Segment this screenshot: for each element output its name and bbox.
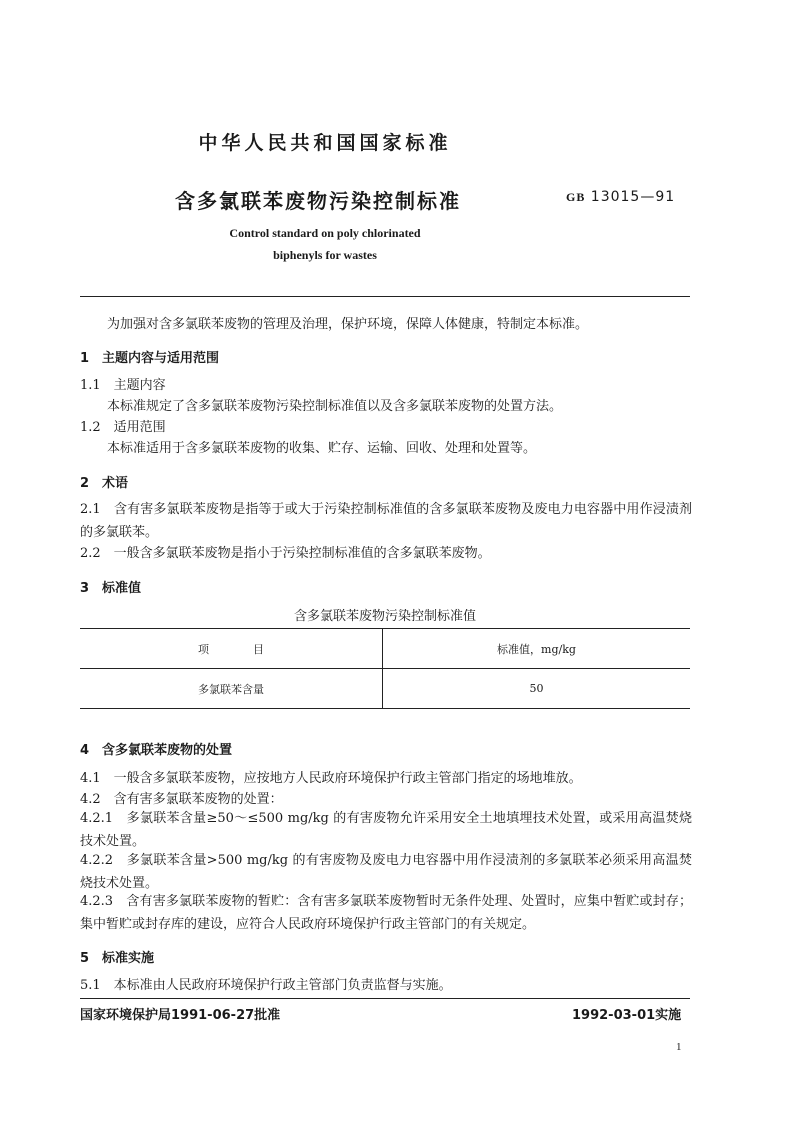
section-4-2-2-text: 4.2.2 多氯联苯含量>500 mg/kg 的有害废物及废电力电容器中用作浸渍剂的多氯联苯必须采用高温焚烧技术处置。: [80, 853, 692, 891]
table-cell-value: 50: [383, 669, 691, 709]
table-row: [80, 669, 690, 709]
section-4-1-text: 4.1 一般含多氯联苯废物，应按地方人民政府环境保护行政主管部门指定的场地堆放。: [80, 771, 582, 786]
section-4-2-1-text: 4.2.1 多氯联苯含量≥50～≤500 mg/kg 的有害废物允许采用安全土地填埋技术处置，或采用高温焚烧技术处置。: [80, 811, 692, 849]
table-caption: 含多氯联苯废物污染控制标准值: [293, 609, 476, 624]
section-4-heading: 4 含多氯联苯废物的处置: [80, 743, 233, 758]
standard-code-prefix: GB: [566, 190, 586, 204]
section-1-2-text: 本标准适用于含多氯联苯废物的收集、贮存、运输、回收、处理和处置等。: [107, 441, 537, 456]
section-5-heading: 5 标准实施: [80, 951, 155, 966]
standard-title: 含多氯联苯废物污染控制标准: [175, 189, 461, 213]
approval-date: 国家环境保护局1991-06-27批准: [80, 1008, 281, 1023]
english-title-line-1: Control standard on poly chlorinated: [229, 226, 421, 240]
issuing-body-title: 中华人民共和国国家标准: [198, 132, 452, 154]
table-header-value: 标准值，mg/kg: [383, 629, 691, 669]
table-header-item: 项 目: [80, 629, 383, 669]
section-1-heading: 1 主题内容与适用范围: [80, 351, 220, 366]
section-1-1-heading: 1.1 主题内容: [80, 378, 166, 393]
standard-code-number: 13015—91: [590, 189, 676, 205]
footer-divider: [80, 998, 690, 999]
standard-code: [566, 189, 675, 205]
header-divider: [80, 296, 690, 297]
table-cell-item: 多氯联苯含量: [80, 669, 383, 709]
table-header-row: [80, 629, 690, 669]
section-4-2-3-text: 4.2.3 含有害多氯联苯废物的暂贮：含有害多氯联苯废物暂时无条件处理、处置时，应集中暂贮或封存；集中暂贮或封存库的建设，应符合人民政府环境保护行政主管部门的有关规定。: [80, 894, 692, 932]
intro-paragraph: 为加强对含多氯联苯废物的管理及治理，保护环境，保障人体健康，特制定本标准。: [107, 317, 589, 332]
section-2-1-text: 2.1 含有害多氯联苯废物是指等于或大于污染控制标准值的含多氯联苯废物及废电力电容器中用作浸渍剂的多氯联苯。: [80, 502, 692, 540]
section-3-heading: 3 标准值: [80, 581, 142, 596]
section-5-1-text: 5.1 本标准由人民政府环境保护行政主管部门负责监督与实施。: [80, 978, 452, 993]
section-1-1-text: 本标准规定了含多氯联苯废物污染控制标准值以及含多氯联苯废物的处置方法。: [107, 399, 563, 414]
standard-value-table: [80, 628, 690, 709]
section-1-2-heading: 1.2 适用范围: [80, 420, 166, 435]
section-4-2-text: 4.2 含有害多氯联苯废物的处置：: [80, 792, 283, 807]
section-2-2-text: 2.2 一般含多氯联苯废物是指小于污染控制标准值的含多氯联苯废物。: [80, 546, 491, 561]
page-number: 1: [676, 1041, 682, 1053]
english-title-line-2: biphenyls for wastes: [273, 248, 377, 262]
effective-date: 1992-03-01实施: [572, 1008, 682, 1023]
section-2-heading: 2 术语: [80, 476, 129, 491]
